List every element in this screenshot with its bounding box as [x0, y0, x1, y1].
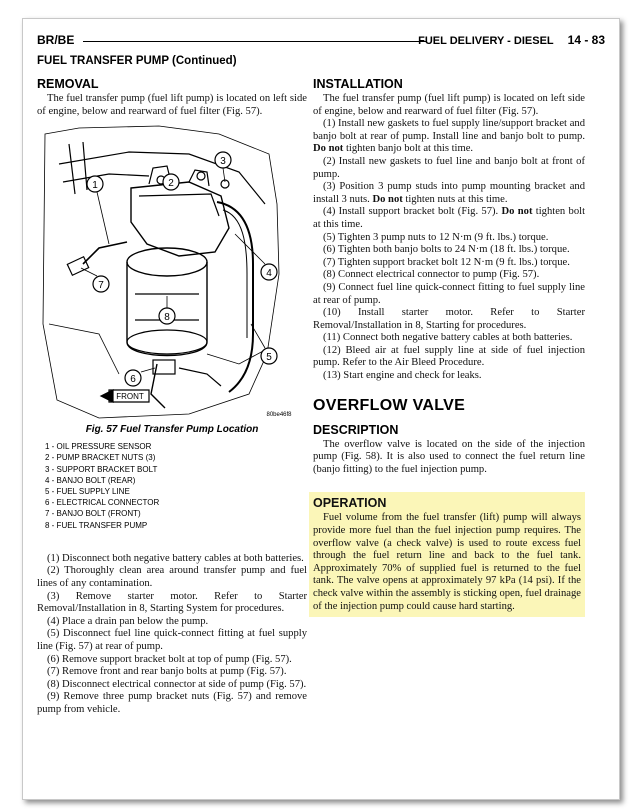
description-text: The overflow valve is located on the side of the injection pump (Fig. 58). It is also used to connect the fuel return line (banjo fitting) to the fuel injection pump.: [313, 438, 585, 475]
legend-item: 1 - OIL PRESSURE SENSOR: [45, 442, 152, 452]
legend-item: 8 - FUEL TRANSFER PUMP: [45, 520, 148, 530]
installation-step: (3) Position 3 pump studs into pump mounting bracket and install 3 nuts. Do not tighten nuts at this time.: [313, 181, 585, 205]
removal-step: (2) Thoroughly clean area around transfer pump and fuel lines of any contamination.: [37, 565, 307, 589]
callout-1: 1: [92, 180, 98, 192]
installation-step: (2) Install new gaskets to fuel line and banjo bolt at front of pump.: [313, 155, 585, 180]
callout-7: 7: [98, 280, 104, 292]
installation-step: (8) Connect electrical connector to pump (Fig. 57).: [323, 269, 540, 281]
removal-steps: [37, 553, 307, 717]
installation-step: (9) Connect fuel line quick-connect fitting to fuel supply line at rear of pump.: [313, 281, 585, 306]
installation-step: (10) Install starter motor. Refer to Starter Removal/Installation in 8, Starting for procedures.: [313, 307, 585, 331]
right-column: [313, 77, 585, 617]
removal-heading: REMOVAL: [37, 77, 99, 91]
figure-legend: [45, 441, 307, 531]
legend-item: 4 - BANJO BOLT (REAR): [45, 475, 136, 485]
installation-heading: INSTALLATION: [313, 77, 403, 91]
installation-step: (4) Install support bracket bolt (Fig. 57). Do not tighten bolt at this time.: [313, 206, 586, 230]
installation-step: (13) Start engine and check for leaks.: [323, 370, 482, 382]
removal-step: (8) Disconnect electrical connector at side of pump (Fig. 57).: [47, 678, 307, 690]
manual-page: [22, 18, 620, 800]
legend-item: 2 - PUMP BRACKET NUTS (3): [45, 453, 156, 463]
callout-3: 3: [220, 156, 226, 168]
installation-step: (5) Tighten 3 pump nuts to 12 N·m (9 ft. lbs.) torque.: [323, 231, 549, 243]
legend-item: 3 - SUPPORT BRACKET BOLT: [45, 464, 158, 474]
header-section-title: FUEL DELIVERY - DIESEL: [418, 35, 554, 47]
page-subtitle: FUEL TRANSFER PUMP (Continued): [37, 55, 237, 67]
legend-item: 7 - BANJO BOLT (FRONT): [45, 509, 141, 519]
removal-step: (7) Remove front and rear banjo bolts at pump (Fig. 57).: [47, 666, 287, 678]
front-label: FRONT: [116, 392, 144, 402]
fuel-pump-illustration: [39, 124, 297, 422]
removal-step: (1) Disconnect both negative battery cables at both batteries.: [47, 552, 304, 564]
header-rule: [83, 41, 427, 42]
left-column: [37, 77, 307, 717]
header-section: [418, 33, 605, 47]
callout-8: 8: [164, 312, 170, 324]
removal-intro: The fuel transfer pump (fuel lift pump) is located on left side of engine, below and rearward of fuel filter (Fig. 57).: [37, 93, 307, 117]
figure-57: [39, 124, 297, 422]
removal-step: (3) Remove starter motor. Refer to Starter Removal/Installation in 8, Starting System for procedures.: [37, 590, 307, 615]
installation-step: (12) Bleed air at fuel supply line at side of fuel injection pump. Refer to the Air Bleed Procedure.: [313, 344, 585, 369]
installation-step: (1) Install new gaskets to fuel supply line/support bracket and banjo bolt at rear of pump. Install line and banjo bolt to pump. Do not tighten banjo bolt at this time.: [313, 118, 585, 155]
removal-step: (4) Place a drain pan below the pump.: [47, 615, 209, 627]
removal-step: (6) Remove support bracket bolt at top of pump (Fig. 57).: [47, 653, 292, 665]
installation-step: (11) Connect both negative battery cables at both batteries.: [323, 332, 573, 344]
page-header: [37, 33, 605, 49]
description-heading: DESCRIPTION: [313, 422, 399, 437]
figure-code: 80be46f8: [266, 412, 292, 419]
page-number: 14 - 83: [567, 33, 605, 47]
callout-2: 2: [168, 178, 174, 190]
installation-step: (6) Tighten both banjo bolts to 24 N·m (18 ft. lbs.) torque.: [323, 244, 570, 256]
legend-item: 6 - ELECTRICAL CONNECTOR: [45, 498, 160, 508]
operation-heading: OPERATION: [313, 496, 387, 511]
installation-intro: The fuel transfer pump (fuel lift pump) is located on left side of engine, below and rearward of fuel filter (Fig. 57).: [313, 93, 585, 117]
operation-text: Fuel volume from the fuel transfer (lift) pump will always provide more fuel than the fuel injection pump requires. The overflow valve (a check valve) is used to route excess fuel through the fuel return line and back to the fuel tank. Approximately 70% of supplied fuel is returned to the fuel tank. The valve opens at approximately 97 kPa (14 psi). If the check valve within the assembly is sticking open, fuel drainage of the injection pump could cause hard starting.: [313, 512, 581, 612]
callout-4: 4: [266, 268, 272, 280]
removal-step: (9) Remove three pump bracket nuts (Fig. 57) and remove pump from vehicle.: [37, 691, 307, 715]
legend-item: 5 - FUEL SUPPLY LINE: [45, 487, 130, 496]
operation-highlight: [309, 492, 585, 617]
overflow-valve-title: OVERFLOW VALVE: [313, 396, 466, 414]
removal-step: (5) Disconnect fuel line quick-connect fitting at fuel supply line (Fig. 57) at rear of pump.: [37, 628, 307, 652]
header-model: BR/BE: [37, 33, 75, 47]
installation-step: (7) Tighten support bracket bolt 12 N·m (9 ft. lbs.) torque.: [323, 256, 570, 268]
callout-5: 5: [266, 352, 272, 364]
figure-caption: Fig. 57 Fuel Transfer Pump Location: [85, 424, 259, 436]
callout-6: 6: [130, 374, 136, 386]
